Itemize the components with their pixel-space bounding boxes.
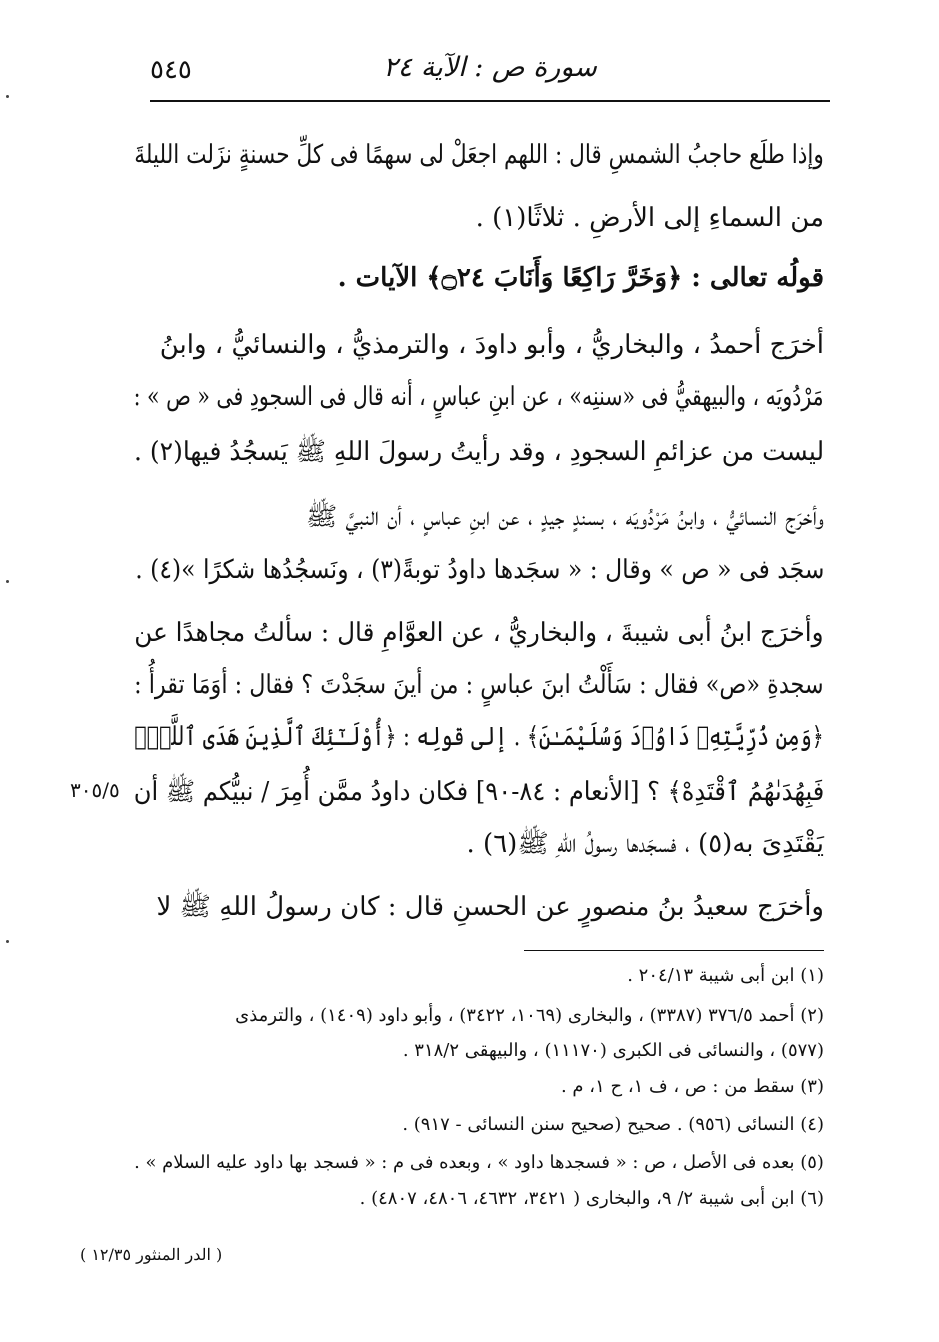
body-line: وإذا طلَع حاجبُ الشمسِ قال : اللهم اجعَلْ لى سهمًا فى كلِّ حسنةٍ نزَلت الليلةَ: [134, 140, 824, 170]
scan-speck: [6, 940, 9, 943]
body-line: سجَد فى « ص » وقال : « سجَدها داودُ توبةً(٣) ، ونَسجُدُها شكرًا »(٤) .: [134, 555, 824, 585]
body-line: وأخرَج النسائيُّ ، وابنُ مَرْدُويَه ، بسندٍ جيدٍ ، عن ابنِ عباسٍ ، أن النبيَّ ﷺ: [305, 502, 824, 532]
body-line: مَرْدُويَه ، والبيهقيُّ فى «سننِه» ، عن ابنِ عباسٍ ، أنه قال فى السجودِ فى « ص » :: [134, 382, 824, 412]
footnote: (٢) أحمد ٣٧٦/٥ (٣٣٨٧) ، والبخارى (١٠٦٩، ٣٤٢٢) ، وأبو داود (١٤٠٩) ، والترمذى: [235, 1005, 824, 1026]
margin-reference: ٣٠٥/٥: [70, 778, 120, 802]
page-number: ٥٤٥: [150, 55, 192, 85]
bottom-reference: ( الدر المنثور ١٢/٣٥ ): [80, 1245, 223, 1264]
footnote: (٤) النسائى (٩٥٦) . صحيح (صحيح سنن النسائى - ٩١٧) .: [402, 1114, 824, 1135]
body-line: يَقْتَدِىَ به(٥) ، فسجَدها رسولُ اللهِ ﷺ(٦) .: [466, 829, 824, 859]
header-divider: [150, 100, 830, 102]
footnote-divider: [524, 950, 824, 951]
scan-speck: [6, 95, 9, 98]
footnote: (٦) ابن أبى شيبة ٢/ ٩، والبخارى ( ٣٤٢١، ٤٦٣٢، ٤٨٠٦، ٤٨٠٧) .: [359, 1188, 824, 1209]
body-line: ليست من عزائمِ السجودِ ، وقد رأيتُ رسولَ اللهِ ﷺ يَسجُدُ فيها(٢) .: [133, 437, 824, 467]
body-line: فَبِهُدَىٰهُمُ ٱقْتَدِهْ﴾ ؟ [الأنعام : ٨٤-٩٠] فكان داودُ ممَّن أُمِرَ / نبيُّكم ﷺ أن: [133, 777, 824, 807]
running-title: سورة ص : الآية ٢٤: [383, 52, 597, 83]
footnote: (٥) بعده فى الأصل ، ص : « فسجدها داود » ، وبعده فى م : « فسجد بها داود عليه السلام » .: [134, 1152, 824, 1173]
verse-heading: قولُه تعالى : ﴿وَخَرَّ رَاكِعًا وَأَنَابَ ۝٢٤﴾ الآيات .: [337, 263, 824, 293]
body-line: ﴿وَمِن ذُرِّيَّتِهِۦ دَاوُۥدَ وَسُلَيْمَـٰنَ﴾ . إلى قولِه : ﴿أُوْلَـٰٓئِكَ ٱلَّذِينَ هَدَى ٱللَّهُۖ: [134, 722, 824, 752]
footnote: (٣) سقط من : ص ، ف ١، ح ١، م .: [560, 1076, 824, 1097]
footnote: (١) ابن أبى شيبة ٢٠٤/١٣ .: [627, 965, 824, 986]
body-line: وأخرَج ابنُ أبى شيبةَ ، والبخاريُّ ، عن العوَّامِ قال : سألتُ مجاهدًا عن: [134, 618, 824, 648]
scan-speck: [6, 580, 9, 583]
footnote: (٥٧٧) ، والنسائى فى الكبرى (١١١٧٠) ، والبيهقى ٣١٨/٢ .: [402, 1040, 824, 1061]
body-line: أخرَج أحمدُ ، والبخاريُّ ، وأبو داودَ ، والترمذيُّ ، والنسائيُّ ، وابنُ: [159, 330, 824, 360]
body-line: سجدةِ «ص» فقال : سَأَلْتُ ابنَ عباسٍ : من أينَ سجَدْتَ ؟ فقال : أوَمَا تقرأُ :: [134, 670, 824, 700]
body-line: وأخرَج سعيدُ بنُ منصورٍ عن الحسنِ قال : كان رسولُ اللهِ ﷺ لا: [156, 892, 824, 922]
body-line: من السماءِ إلى الأرضِ . ثلاثًا(١) .: [475, 203, 824, 233]
